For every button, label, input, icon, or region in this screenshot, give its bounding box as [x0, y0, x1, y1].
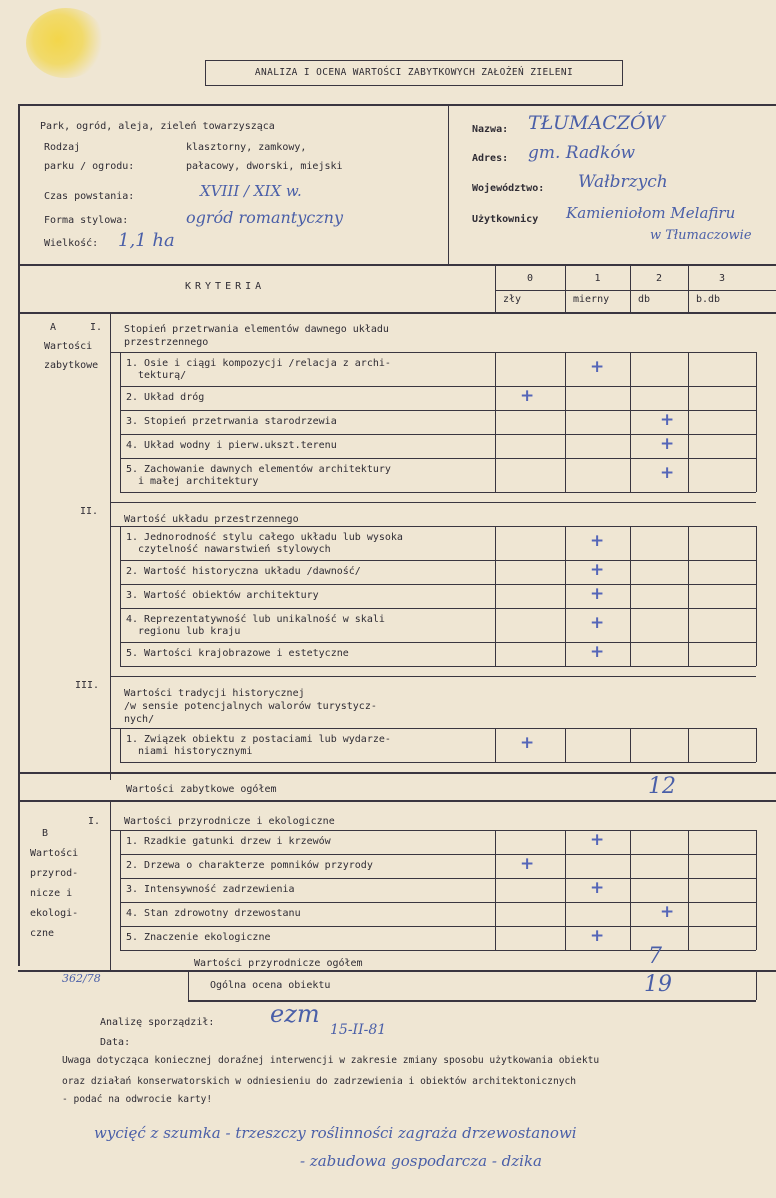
rule-line: [120, 728, 121, 762]
rule-line: [630, 526, 631, 560]
rule-line: [120, 642, 756, 643]
rule-line: [756, 878, 757, 902]
rule-line: [495, 728, 496, 762]
rule-line: [756, 642, 757, 666]
section-a-total-value: 12: [648, 774, 676, 799]
wojewodztwo-label: Województwo:: [472, 183, 545, 194]
rule-line: [565, 434, 566, 458]
rule-line: [120, 526, 121, 560]
rule-line: [688, 902, 689, 926]
group-roman: II.: [80, 506, 99, 517]
section-b-label5: czne: [30, 928, 55, 939]
rule-line: [630, 926, 631, 950]
rating-mark: +: [660, 902, 675, 922]
rule-line: [565, 608, 566, 642]
rule-line: [630, 410, 631, 434]
rule-line: [495, 386, 496, 410]
criterion-text-2: regionu lub kraju: [138, 626, 241, 637]
rule-line: [18, 104, 776, 106]
criterion-text: 4. Stan zdrowotny drzewostanu: [126, 908, 301, 919]
rule-line: [495, 410, 496, 434]
wielkosc-value: 1,1 ha: [118, 230, 175, 251]
rule-line: [630, 386, 631, 410]
stamp-number: 362/78: [62, 972, 101, 985]
adres-value: gm. Radków: [528, 143, 636, 163]
section-b-title: Wartości przyrodnicze i ekologiczne: [124, 816, 335, 827]
rule-line: [565, 926, 566, 950]
rule-line: [448, 104, 449, 264]
rule-line: [688, 526, 689, 560]
criterion-text-2: i małej architektury: [138, 476, 259, 487]
rule-line: [630, 902, 631, 926]
note-line1: Uwaga dotycząca koniecznej doraźnej interwencji w zakresie zmiany sposobu użytkowania obiektu: [62, 1055, 600, 1066]
rule-line: [495, 926, 496, 950]
rule-line: [565, 902, 566, 926]
rule-line: [188, 970, 189, 1000]
rule-line: [120, 560, 121, 584]
rating-mark: +: [590, 613, 605, 633]
criterion-text-2: niami historycznymi: [138, 746, 253, 757]
rule-line: [18, 312, 776, 314]
section-b-label4: ekologi-: [30, 908, 79, 919]
rule-line: [120, 854, 121, 878]
uzytkownicy-value1: Kamieniołom Melafiru: [566, 204, 736, 222]
rule-line: [120, 434, 121, 458]
criterion-text: 4. Reprezentatywność lub unikalność w skali: [126, 614, 385, 625]
rule-line: [495, 830, 496, 854]
rule-line: [756, 526, 757, 560]
rule-line: [630, 264, 631, 312]
rule-line: [565, 854, 566, 878]
overall-value: 19: [644, 972, 672, 997]
nazwa-value: TŁUMACZÓW: [528, 112, 666, 134]
criterion-text: 2. Wartość historyczna układu /dawność/: [126, 566, 361, 577]
rule-line: [495, 560, 496, 584]
rule-line: [495, 584, 496, 608]
section-b-label3: nicze i: [30, 888, 73, 899]
rule-line: [120, 902, 121, 926]
rule-line: [120, 584, 756, 585]
rule-line: [630, 560, 631, 584]
date-value: 15-II-81: [330, 1022, 387, 1038]
group-title: Wartość układu przestrzennego: [124, 514, 299, 525]
rule-line: [688, 386, 689, 410]
rule-line: [110, 830, 756, 831]
section-b-roman: I.: [88, 816, 101, 827]
rule-line: [630, 434, 631, 458]
rule-line: [495, 458, 496, 492]
rule-line: [756, 830, 757, 854]
wielkosc-label: Wielkość:: [44, 238, 99, 249]
criterion-text: 5. Wartości krajobrazowe i estetyczne: [126, 648, 349, 659]
paper-stain: [26, 8, 106, 78]
czas-label: Czas powstania:: [44, 191, 135, 202]
rule-line: [110, 800, 111, 970]
nazwa-label: Nazwa:: [472, 124, 509, 135]
date-label: Data:: [100, 1037, 131, 1048]
rule-line: [120, 926, 756, 927]
criterion-text: 3. Wartość obiektów architektury: [126, 590, 319, 601]
rule-line: [120, 386, 756, 387]
rule-line: [565, 526, 566, 560]
rule-line: [495, 264, 496, 312]
rule-line: [756, 458, 757, 492]
rule-line: [120, 854, 756, 855]
rule-line: [630, 642, 631, 666]
section-b-label2: przyrod-: [30, 868, 79, 879]
rating-mark: +: [660, 410, 675, 430]
group-title-2: /w sensie potencjalnych walorów turystycz-: [124, 701, 377, 712]
rule-line: [120, 584, 121, 608]
rating-mark: +: [590, 878, 605, 898]
rule-line: [120, 458, 756, 459]
rule-line: [120, 642, 121, 666]
rating-mark: +: [520, 733, 535, 753]
signature: ezm: [270, 1000, 320, 1028]
scale-number: 2: [656, 273, 663, 284]
handwritten-note2: - zabudowa gospodarcza - dzika: [300, 1152, 542, 1170]
scale-label: b.db: [696, 294, 721, 305]
rating-mark: +: [590, 357, 605, 377]
rule-line: [756, 926, 757, 950]
rule-line: [120, 560, 756, 561]
rule-line: [495, 608, 496, 642]
rule-line: [688, 830, 689, 854]
rule-line: [120, 492, 756, 493]
scale-label: mierny: [573, 294, 610, 305]
rule-line: [120, 666, 756, 667]
rodzaj-option1: klasztorny, zamkowy,: [186, 142, 307, 153]
rule-line: [688, 434, 689, 458]
rule-line: [120, 926, 121, 950]
criterion-text-2: czytelność nawarstwień stylowych: [138, 544, 331, 555]
uzytkownicy-value2: w Tłumaczowie: [650, 228, 752, 243]
rule-line: [565, 584, 566, 608]
rule-line: [688, 728, 689, 762]
rule-line: [18, 264, 776, 266]
forma-value: ogród romantyczny: [186, 208, 343, 227]
rule-line: [565, 642, 566, 666]
section-b-letter: B: [42, 828, 49, 839]
rule-line: [756, 970, 757, 1000]
rating-mark: +: [520, 854, 535, 874]
rule-line: [756, 434, 757, 458]
group-roman: III.: [75, 680, 100, 691]
section-a-total-label: Wartości zabytkowe ogółem: [126, 784, 277, 795]
rule-line: [756, 410, 757, 434]
rule-line: [756, 352, 757, 386]
group-title: Wartości tradycji historycznej: [124, 688, 305, 699]
rule-line: [120, 830, 121, 854]
rule-line: [630, 728, 631, 762]
criterion-text: 2. Układ dróg: [126, 392, 205, 403]
rating-mark: +: [590, 926, 605, 946]
criterion-text: 5. Znaczenie ekologiczne: [126, 932, 271, 943]
criterion-text: 1. Osie i ciągi kompozycji /relacja z archi-: [126, 358, 391, 369]
forma-label: Forma stylowa:: [44, 215, 129, 226]
rule-line: [565, 410, 566, 434]
group-title: Stopień przetrwania elementów dawnego układu: [124, 324, 389, 335]
criterion-text: 1. Rzadkie gatunki drzew i krzewów: [126, 836, 331, 847]
rule-line: [630, 854, 631, 878]
wojewodztwo-value: Wałbrzych: [578, 172, 668, 192]
rule-line: [688, 458, 689, 492]
rule-line: [688, 410, 689, 434]
rule-line: [495, 854, 496, 878]
group-title-3: nych/: [124, 714, 155, 725]
rule-line: [756, 902, 757, 926]
rule-line: [110, 526, 756, 527]
rule-line: [120, 608, 756, 609]
rule-line: [565, 264, 566, 312]
rule-line: [756, 608, 757, 642]
criterion-text: 4. Układ wodny i pierw.ukszt.terenu: [126, 440, 337, 451]
rating-mark: +: [590, 642, 605, 662]
rodzaj-label: Rodzaj: [44, 142, 81, 153]
rule-line: [565, 458, 566, 492]
criterion-text: 2. Drzewa o charakterze pomników przyrody: [126, 860, 373, 871]
rule-line: [120, 762, 756, 763]
section-a-label2: zabytkowe: [44, 360, 99, 371]
rule-line: [688, 926, 689, 950]
criterion-text: 1. Jednorodność stylu całego układu lub wysoka: [126, 532, 403, 543]
rating-mark: +: [590, 584, 605, 604]
page-title: ANALIZA I OCENA WARTOŚCI ZABYTKOWYCH ZAŁOŻEŃ ZIELENI: [254, 67, 574, 78]
section-b-total-value: 7: [648, 944, 662, 969]
rule-line: [756, 854, 757, 878]
rule-line: [120, 352, 121, 386]
rule-line: [630, 608, 631, 642]
rule-line: [495, 642, 496, 666]
rule-line: [756, 584, 757, 608]
rule-line: [688, 352, 689, 386]
park-line: Park, ogród, aleja, zieleń towarzysząca: [40, 121, 275, 132]
czas-value: XVIII / XIX w.: [200, 182, 302, 200]
section-a-roman: I.: [90, 322, 103, 333]
rule-line: [688, 854, 689, 878]
section-a-letter: A: [50, 322, 57, 333]
scale-label: zły: [503, 294, 522, 305]
rule-line: [688, 264, 689, 312]
rule-line: [120, 458, 121, 492]
rule-line: [565, 386, 566, 410]
rule-line: [110, 502, 756, 503]
rule-line: [630, 830, 631, 854]
rule-line: [495, 902, 496, 926]
rule-line: [565, 830, 566, 854]
scale-label: db: [638, 294, 651, 305]
rule-line: [756, 728, 757, 762]
rule-line: [120, 608, 121, 642]
section-b-label1: Wartości: [30, 848, 79, 859]
criterion-text: 3. Stopień przetrwania starodrzewia: [126, 416, 337, 427]
rule-line: [565, 560, 566, 584]
note-line2: oraz działań konserwatorskich w odniesieniu do zadrzewienia i obiektów architektonicznych: [62, 1076, 577, 1087]
rodzaj-option2: pałacowy, dworski, miejski: [186, 161, 343, 172]
rule-line: [120, 878, 756, 879]
rule-line: [18, 104, 20, 966]
rule-line: [110, 676, 756, 677]
rule-line: [495, 526, 496, 560]
section-b-total-label: Wartości przyrodnicze ogółem: [194, 958, 363, 969]
title-box: [205, 60, 623, 86]
rule-line: [756, 386, 757, 410]
rule-line: [630, 878, 631, 902]
rule-line: [495, 434, 496, 458]
group-title-2: przestrzennego: [124, 337, 209, 348]
rule-line: [630, 352, 631, 386]
rating-mark: +: [520, 386, 535, 406]
section-a-label1: Wartości: [44, 341, 93, 352]
rating-mark: +: [590, 531, 605, 551]
rule-line: [495, 352, 496, 386]
rule-line: [688, 878, 689, 902]
rule-line: [495, 878, 496, 902]
criterion-text-2: tekturą/: [138, 370, 187, 381]
handwritten-note1: wycięć z szumka - trzeszczy roślinności zagraża drzewostanowi: [94, 1124, 577, 1142]
rule-line: [688, 584, 689, 608]
rating-mark: +: [590, 830, 605, 850]
adres-label: Adres:: [472, 153, 509, 164]
overall-label: Ogólna ocena obiektu: [210, 980, 331, 991]
rule-line: [120, 410, 121, 434]
criterion-text: 1. Związek obiektu z postaciami lub wydarze-: [126, 734, 391, 745]
scale-number: 1: [594, 273, 601, 284]
rule-line: [110, 312, 111, 780]
scale-number: 0: [527, 273, 534, 284]
scale-number: 3: [719, 273, 726, 284]
criterion-text: 3. Intensywność zadrzewienia: [126, 884, 295, 895]
rule-line: [688, 608, 689, 642]
rule-line: [110, 728, 756, 729]
rule-line: [756, 560, 757, 584]
rule-line: [110, 352, 756, 353]
rule-line: [120, 386, 121, 410]
rule-line: [565, 878, 566, 902]
rule-line: [688, 560, 689, 584]
rating-mark: +: [590, 560, 605, 580]
note-line3: - podać na odwrocie karty!: [62, 1094, 213, 1105]
rule-line: [565, 352, 566, 386]
criterion-text: 5. Zachowanie dawnych elementów architektury: [126, 464, 391, 475]
rating-mark: +: [660, 463, 675, 483]
rule-line: [630, 458, 631, 492]
parku-label: parku / ogrodu:: [44, 161, 135, 172]
rule-line: [18, 800, 776, 802]
rule-line: [688, 642, 689, 666]
criteria-header: KRYTERIA: [185, 281, 266, 292]
rule-line: [565, 728, 566, 762]
rule-line: [120, 878, 121, 902]
analyze-label: Analizę sporządził:: [100, 1017, 215, 1028]
rule-line: [630, 584, 631, 608]
rule-line: [495, 290, 776, 291]
rating-mark: +: [660, 434, 675, 454]
uzytkownicy-label: Użytkownicy: [472, 214, 539, 225]
